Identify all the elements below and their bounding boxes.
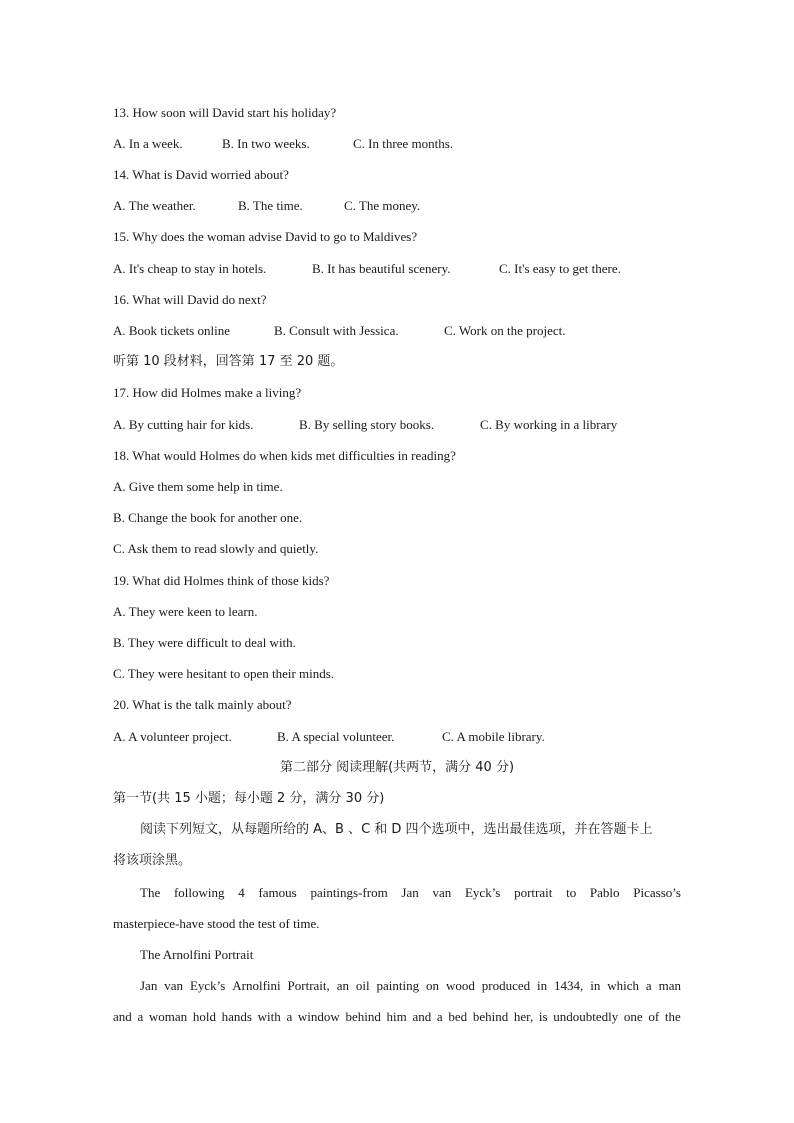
question-13: 13. How soon will David start his holiday? [113, 105, 337, 120]
q18-option-c: C. Ask them to read slowly and quietly. [113, 541, 319, 556]
question-19: 19. What did Holmes think of those kids? [113, 573, 330, 588]
paragraph-line-1-word: in [590, 978, 601, 993]
paragraph-line-2-word: and [412, 1009, 432, 1024]
paragraph-line-1-word: produced [481, 978, 531, 993]
paragraph-line-2-word: behind [345, 1009, 381, 1024]
paragraph-line-2-word: a [137, 1009, 144, 1024]
q17-option-b: B. By selling story books. [299, 417, 435, 432]
q18-option-b: B. Change the book for another one. [113, 510, 303, 525]
intro-line-1-word: Picasso’s [633, 885, 681, 900]
q14-option-c: C. The money. [344, 198, 421, 213]
paragraph-line-1-word: 1434, [554, 978, 584, 993]
paragraph-line-1-word: on [426, 978, 440, 993]
q20-option-b: B. A special volunteer. [277, 729, 395, 744]
section-10-instruction: 听第 10 段材料，回答第 17 至 20 题。 [113, 354, 344, 369]
paragraph-line-2-word: woman [148, 1009, 188, 1024]
intro-line-1-word: 4 [238, 885, 245, 900]
paragraph-line-2-word: one [623, 1009, 643, 1024]
paragraph-line-2-word: him [386, 1009, 407, 1024]
q15-option-a: A. It's cheap to stay in hotels. [113, 261, 267, 276]
intro-line-1-word: Eyck’s [464, 885, 501, 900]
question-17: 17. How did Holmes make a living? [113, 385, 302, 400]
intro-line-1-word: famous [258, 885, 297, 900]
intro-line-1-word: to [566, 885, 577, 900]
question-16: 16. What will David do next? [113, 292, 267, 307]
q16-option-a: A. Book tickets online [113, 323, 230, 338]
paragraph-line-2-word: bed [448, 1009, 468, 1024]
q13-option-c: C. In three months. [353, 136, 454, 151]
q17-option-c: C. By working in a library [480, 417, 618, 432]
paragraph-line-2-word: a [436, 1009, 443, 1024]
reading-instruction-line-2: 将该项涂黑。 [113, 853, 192, 868]
paragraph-line-1-word: van [164, 978, 184, 993]
section-1-title: 第一节(共 15 小题；每小题 2 分，满分 30 分) [113, 791, 385, 806]
q13-option-a: A. In a week. [113, 136, 183, 151]
question-14: 14. What is David worried about? [113, 167, 289, 182]
q14-option-b: B. The time. [238, 198, 303, 213]
painting-title: The Arnolfini Portrait [140, 947, 254, 962]
q19-option-b: B. They were difficult to deal with. [113, 635, 296, 650]
paragraph-line-2-word: the [664, 1009, 681, 1024]
paragraph-line-2-word: her, [513, 1009, 534, 1024]
intro-line-1-word: following [173, 885, 225, 900]
paragraph-line-1-word: Eyck’s [189, 978, 226, 993]
reading-instruction-line-1: 阅读下列短文，从每题所给的 A、B 、C 和 D 四个选项中，选出最佳选项，并在答题卡上 [140, 822, 653, 837]
paragraph-line-2-word: is [538, 1009, 548, 1024]
paragraph-line-1-word: wood [445, 978, 475, 993]
paragraph-line-1 [140, 978, 681, 994]
q16-option-b: B. Consult with Jessica. [274, 323, 399, 338]
q19-option-c: C. They were hesitant to open their minds. [113, 666, 335, 681]
q14-option-a: A. The weather. [113, 198, 196, 213]
intro-line-2: masterpiece-have stood the test of time. [113, 916, 320, 931]
paragraph-line-1-word: Arnolfini [232, 978, 281, 993]
paragraph-line-2-word: a [286, 1009, 293, 1024]
q17-option-a: A. By cutting hair for kids. [113, 417, 254, 432]
question-20: 20. What is the talk mainly about? [113, 697, 292, 712]
q20-option-a: A. A volunteer project. [113, 729, 232, 744]
q13-option-b: B. In two weeks. [222, 136, 310, 151]
question-15: 15. Why does the woman advise David to go to Maldives? [113, 229, 418, 244]
paragraph-line-1-word: in [537, 978, 548, 993]
paragraph-line-1-word: Portrait, [287, 978, 330, 993]
intro-line-1-word: paintings-from [310, 885, 388, 900]
q19-option-a: A. They were keen to learn. [113, 604, 258, 619]
paragraph-line-2 [113, 1009, 681, 1025]
paragraph-line-1-word: which [607, 978, 640, 993]
paragraph-line-2-word: of [648, 1009, 660, 1024]
paragraph-line-2-word: behind [472, 1009, 509, 1024]
intro-line-1-word: van [432, 885, 452, 900]
intro-line-1-word: Pablo [589, 885, 620, 900]
paragraph-line-2-word: window [297, 1009, 340, 1024]
paragraph-line-1-word: oil [355, 978, 370, 993]
paragraph-line-2-word: hold [192, 1009, 216, 1024]
q15-option-b: B. It has beautiful scenery. [312, 261, 451, 276]
q16-option-c: C. Work on the project. [444, 323, 566, 338]
intro-line-1 [140, 885, 681, 901]
part-2-title: 第二部分 阅读理解(共两节，满分 40 分) [279, 760, 515, 775]
paragraph-line-1-word: a [645, 978, 652, 993]
intro-line-1-word: Jan [401, 885, 419, 900]
intro-line-1-word: portrait [514, 885, 553, 900]
q15-option-c: C. It's easy to get there. [499, 261, 621, 276]
paragraph-line-2-word: hands [221, 1009, 252, 1024]
paragraph-line-2-word: undoubtedly [553, 1009, 619, 1024]
intro-line-1-word: The [140, 885, 161, 900]
paragraph-line-1-word: Jan [140, 978, 158, 993]
paragraph-line-1-word: painting [376, 978, 420, 993]
paragraph-line-1-word: man [658, 978, 681, 993]
paragraph-line-1-word: an [336, 978, 349, 993]
paragraph-line-2-word: with [257, 1009, 281, 1024]
q20-option-c: C. A mobile library. [442, 729, 545, 744]
question-18: 18. What would Holmes do when kids met difficulties in reading? [113, 448, 456, 463]
paragraph-line-2-word: and [113, 1009, 132, 1024]
q18-option-a: A. Give them some help in time. [113, 479, 283, 494]
